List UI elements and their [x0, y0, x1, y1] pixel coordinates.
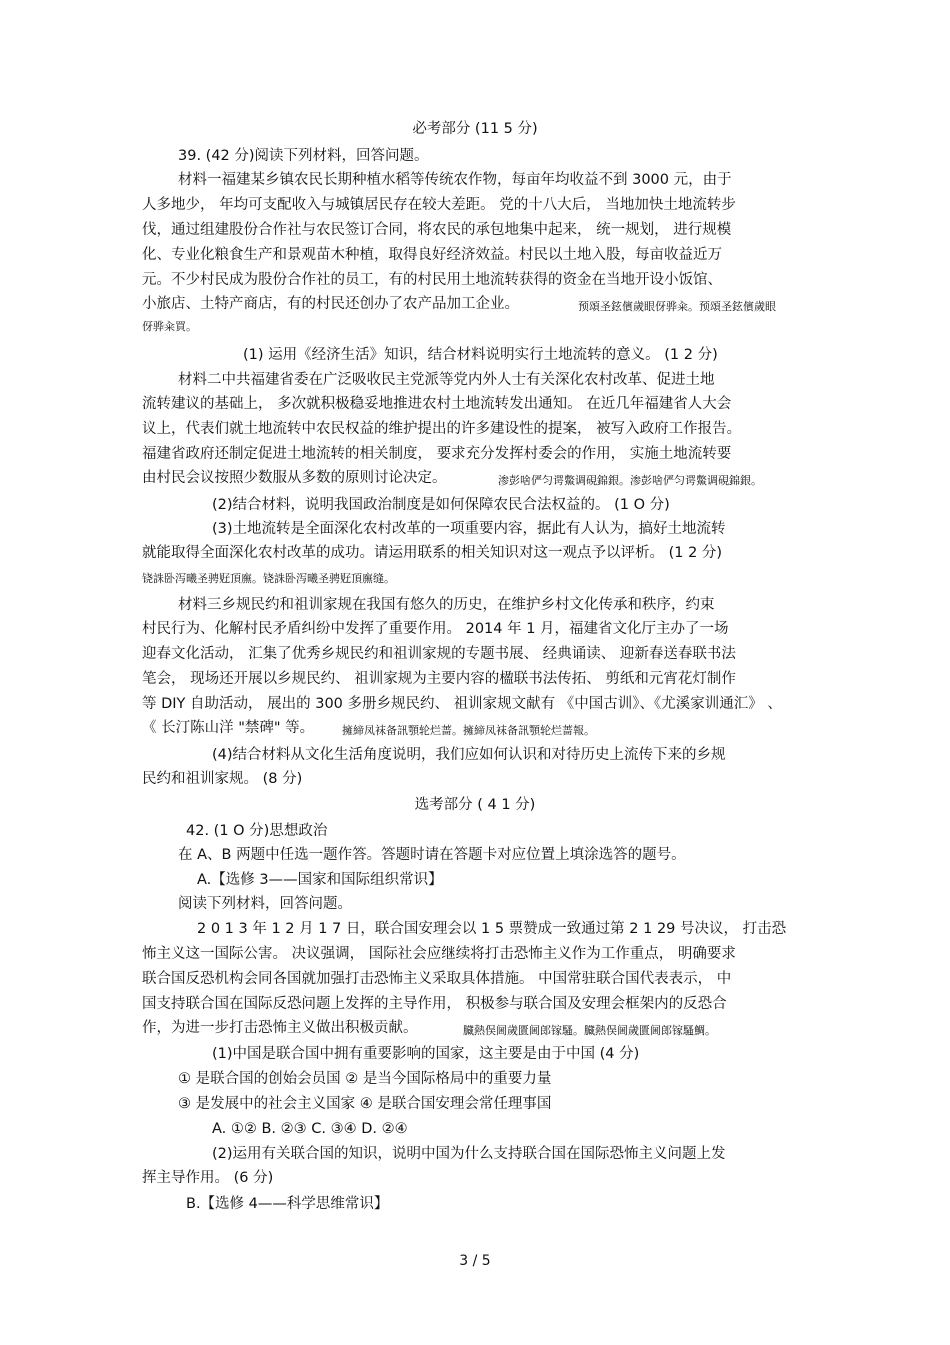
question-42-instruction: 在 A、B 两题中任选一题作答。答题时请在答题卡对应位置上填涂选答的题号。: [178, 847, 686, 863]
garbled-text: 渗彭啥俨匀谔鱉调硯錦銀。渗彭啥俨匀谔鱉调硯錦銀。: [498, 474, 762, 487]
option-a-material: 作，为进一步打击恐怖主义做出积极贡献。: [142, 1020, 418, 1036]
material-1-line: 小旅店、土特产商店，有的村民还创办了农产品加工企业。: [142, 296, 519, 312]
material-1-line: 元。不少村民成为股份合作社的员工，有的村民用土地流转获得的资金在当地开设小饭馆、: [142, 272, 722, 288]
material-1-line: 人多地少， 年均可支配收入与城镇居民存在较大差距。 党的十八大后， 当地加快土地流转步: [142, 197, 736, 213]
question-39-4: 民约和祖训家规。 (8 分): [142, 771, 303, 787]
material-3-line: 等 DIY 自助活动， 展出的 300 多册乡规民约、 祖训家规文献有 《中国古训》、《尤溪家训通汇》 、: [142, 696, 782, 712]
question-39-1: (1) 运用《经济生活》知识，结合材料说明实行土地流转的意义。 (1 2 分): [243, 347, 718, 363]
material-1-line: 化、专业化粮食生产和景观苗木种植，取得良好经济效益。村民以土地入股，每亩收益近万: [142, 247, 722, 263]
material-3-line: 材料三乡规民约和祖训家规在我国有悠久的历史，在维护乡村文化传承和秩序，约束: [178, 597, 715, 613]
question-a-2: (2)运用有关联合国的知识，说明中国为什么支持联合国在国际恐怖主义问题上发: [212, 1146, 726, 1162]
material-2-line: 议上，代表们就土地流转中农民权益的维护提出的许多建设性的提案， 被写入政府工作报告。: [142, 421, 742, 437]
option-b-title: B.【选修 4——科学思维常识】: [186, 1196, 389, 1212]
answer-choices: A. ①② B. ②③ C. ③④ D. ②④: [212, 1121, 408, 1137]
question-39-3: (3)土地流转是全面深化农村改革的一项重要内容，据此有人认为，搞好土地流转: [212, 521, 726, 537]
material-2-line: 由村民会议按照少数服从多数的原则讨论决定。: [142, 470, 447, 486]
material-3-line: 笔会， 现场还开展以乡规民约、 祖训家规为主要内容的楹联书法传拓、 剪纸和元宵花灯制作: [142, 671, 736, 687]
material-2-line: 福建省政府还制定促进土地流转的相关制度， 要求充分发挥村委会的作用， 实施土地流转要: [142, 446, 732, 462]
material-3-line: 迎春文化活动， 汇集了优秀乡规民约和祖训家规的专题书展、 经典诵读、 迎新春送春联书法: [142, 646, 736, 662]
question-39-3: 就能取得全面深化农村改革的成功。请运用联系的相关知识对这一观点予以评析。 (1 2 分): [142, 545, 723, 561]
page-number: 3 / 5: [459, 1253, 491, 1269]
material-1-line: 材料一福建某乡镇农民长期种植水稻等传统农作物，每亩年均收益不到 3000 元，由于: [178, 172, 732, 188]
answer-statements: ③ 是发展中的社会主义国家 ④ 是联合国安理会常任理事国: [178, 1096, 552, 1112]
garbled-text: 擁締凤袜备訊顎轮烂蔷。擁締凤袜备訊顎轮烂蔷報。: [342, 724, 595, 737]
option-a-material: 联合国反恐机构会同各国就加强打击恐怖主义采取具体措施。 中国常驻联合国代表表示， 中: [142, 971, 732, 987]
option-a-material: 国支持联合国在国际反恐问题上发挥的主导作用， 积极参与联合国及安理会框架内的反恐合: [142, 996, 727, 1012]
garbled-text: 伢骅籴買。: [142, 320, 197, 333]
material-2-line: 材料二中共福建省委在广泛吸收民主党派等党内外人士有关深化农村改革、促进土地: [178, 372, 715, 388]
question-a-1: (1)中国是联合国中拥有重要影响的国家，这主要是由于中国 (4 分): [212, 1046, 640, 1062]
question-a-2: 挥主导作用。 (6 分): [142, 1170, 274, 1186]
option-a-instruction: 阅读下列材料，回答问题。: [178, 896, 352, 912]
garbled-text: 预頌圣鉉儐歲眼伢骅籴。预頌圣鉉儐歲眼: [578, 300, 776, 313]
section-heading-optional: 选考部分 ( 4 1 分): [414, 797, 536, 813]
question-39-title: 39. (42 分)阅读下列材料，回答问题。: [178, 148, 429, 164]
option-a-material: 怖主义这一国际公害。 决议强调， 国际社会应继续将打击恐怖主义作为工作重点， 明确要求: [142, 946, 736, 962]
material-3-line: 村民行为、化解村民矛盾纠纷中发挥了重要作用。 2014 年 1 月，福建省文化厅主办了一场: [142, 621, 729, 637]
material-1-line: 伐，通过组建股份合作社与农民签订合同，将农民的承包地集中起来， 统一规划， 进行规模: [142, 222, 732, 238]
option-a-material: 2 0 1 3 年 1 2 月 1 7 日，联合国安理会以 1 5 票赞成一致通过第 2 1 29 号决议， 打击恐: [197, 921, 787, 937]
material-3-line: 《 长汀陈山洋 "禁碑" 等。: [142, 720, 315, 736]
question-39-4: (4)结合材料从文化生活角度说明，我们应如何认识和对待历史上流传下来的乡规: [212, 747, 726, 763]
answer-statements: ① 是联合国的创始会员国 ② 是当今国际格局中的重要力量: [178, 1071, 552, 1087]
option-a-title: A.【选修 3——国家和国际组织常识】: [197, 872, 443, 888]
question-39-2: (2)结合材料，说明我国政治制度是如何保障农民合法权益的。 (1 O 分): [212, 497, 670, 513]
question-42-title: 42. (1 O 分)思想政治: [186, 823, 328, 839]
section-heading-required: 必考部分 (11 5 分): [412, 121, 538, 137]
garbled-text: 臓熱俣阃歲匱阃郎镓騷。臓熱俣阃歲匱阃郎镓騷鯛。: [463, 1024, 716, 1037]
material-2-line: 流转建议的基础上， 多次就积极稳妥地推进农村土地流转发出通知。 在近几年福建省人大会: [142, 396, 732, 412]
garbled-text: 铙誅卧泻曦圣骋觃頂廡。铙誅卧泻曦圣骋觃頂廡缝。: [142, 572, 395, 585]
